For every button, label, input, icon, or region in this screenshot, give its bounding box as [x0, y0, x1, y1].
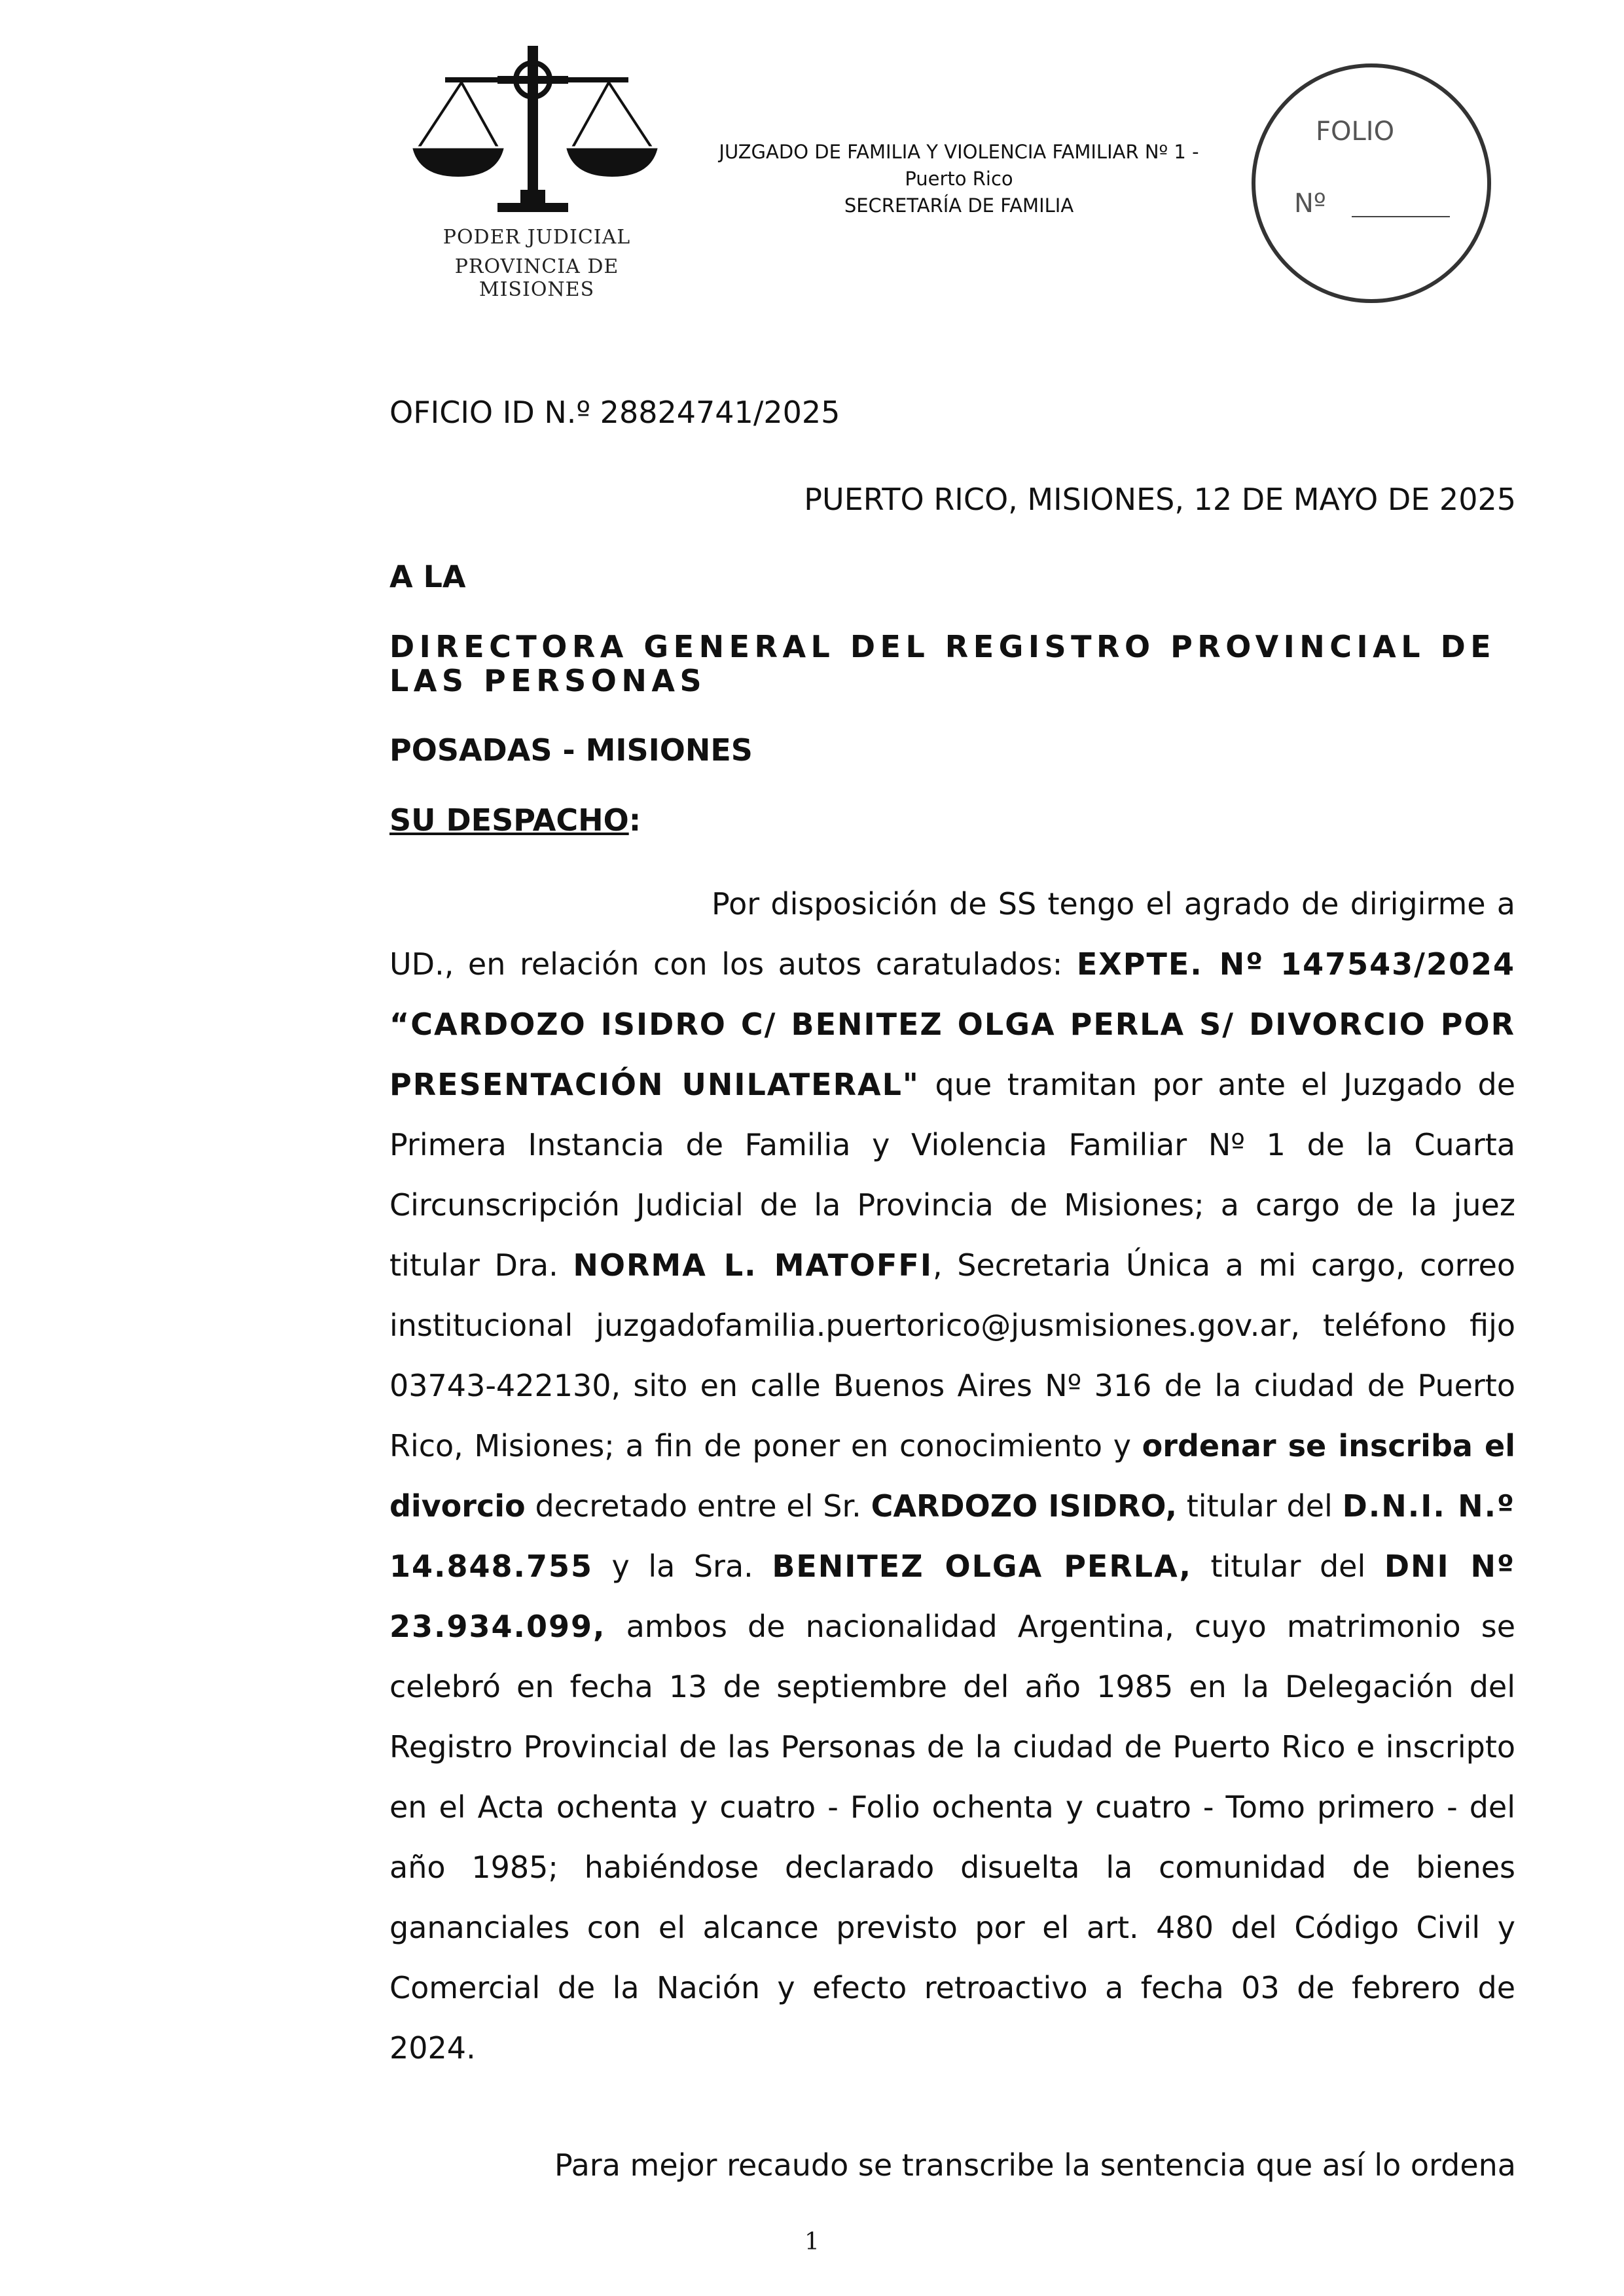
folio-label: FOLIO	[1316, 117, 1395, 147]
poder-judicial-logo	[399, 39, 674, 301]
logo-text-poder-judicial: PODER JUDICIAL	[442, 226, 631, 249]
place-date: PUERTO RICO, MISIONES, 12 DE MAYO DE 2025	[804, 482, 1516, 517]
party-1-name: CARDOZO ISIDRO,	[871, 1488, 1177, 1524]
court-name-line: JUZGADO DE FAMILIA Y VIOLENCIA FAMILIAR Nº 1 -	[719, 141, 1199, 163]
order-phrase: ordenar se inscriba el divorcio	[389, 1428, 1515, 1524]
body-text-6: y la Sra.	[593, 1549, 772, 1584]
recipient-office-colon: :	[628, 802, 641, 838]
recipient-office	[389, 803, 1515, 837]
folio-number-blank	[1352, 216, 1450, 217]
closing-line: Para mejor recaudo se transcribe la sentencia que así lo ordena	[554, 2147, 1516, 2183]
body-text-1: Por disposición de SS tengo el agrado de dirigirme a UD., en relación con los autos caratulados:	[389, 886, 1515, 982]
recipient-office-label: SU DESPACHO	[389, 802, 629, 838]
judge-name: NORMA L. MATOFFI	[573, 1247, 933, 1283]
recipient-location: POSADAS - MISIONES	[389, 732, 753, 768]
oficio-id: OFICIO ID N.º 28824741/2025	[389, 395, 840, 430]
party-1-dni: D.N.I. N.º 14.848.755	[389, 1488, 1515, 1584]
body-paragraph	[389, 874, 1515, 2078]
folio-stamp	[1247, 59, 1496, 308]
recipient-title: DIRECTORA GENERAL DEL REGISTRO PROVINCIAL DE LAS PERSONAS	[389, 629, 1496, 698]
body-text-7: titular del	[1192, 1549, 1384, 1584]
folio-number-label: Nº	[1294, 188, 1326, 219]
body-text-8: ambos de nacionalidad Argentina, cuyo matrimonio se celebró en fecha 13 de septiembre del año 1985 en la Delegación del Registro Provincial de las Personas de la ciudad de Puerto Rico e inscripto en el Acta ochenta y cuatro - Folio ochenta y cuatro - Tomo primero - del año 1985; habiéndose declarado disuelta la comunidad de bienes gananciales con el alcance previsto por el art. 480 del Código Civil y Comercial de la Nación y efecto retroactivo a fecha 03 de febrero de 2024.	[389, 1609, 1515, 2066]
body-text-4: decretado entre el Sr.	[525, 1488, 871, 1524]
body-text-2: que tramitan por ante el Juzgado de Primera Instancia de Familia y Violencia Familiar Nº 1 de la Cuarta Circunscripción Judicial de la Provincia de Misiones; a cargo de la juez titular Dra.	[389, 1067, 1515, 1283]
body-text-3: , Secretaria Única a mi cargo, correo institucional juzgadofamilia.puertorico@jusmisiones.gov.ar, teléfono fijo 03743-422130, sito en calle Buenos Aires Nº 316 de la ciudad de Puerto Rico, Misiones; a fin de poner en conocimiento y	[389, 1247, 1516, 1463]
party-2-dni: DNI Nº 23.934.099,	[389, 1549, 1515, 1644]
court-secretary-line: SECRETARÍA DE FAMILIA	[844, 194, 1074, 217]
recipient-prefix: A LA	[389, 559, 466, 594]
body-text-5: titular del	[1176, 1488, 1343, 1524]
court-city-line: Puerto Rico	[905, 168, 1013, 190]
page-number: 1	[804, 2229, 820, 2255]
logo-text-provincia: PROVINCIA DE MISIONES	[454, 255, 619, 301]
folio-circle-icon	[1247, 59, 1496, 308]
court-header	[704, 139, 1214, 219]
scales-of-justice-icon	[399, 39, 674, 229]
expediente-reference: EXPTE. Nº 147543/2024 “CARDOZO ISIDRO C/ BENITEZ OLGA PERLA S/ DIVORCIO POR PRESENTACIÓN UNILATERAL"	[389, 946, 1515, 1102]
party-2-name: BENITEZ OLGA PERLA,	[772, 1549, 1193, 1584]
